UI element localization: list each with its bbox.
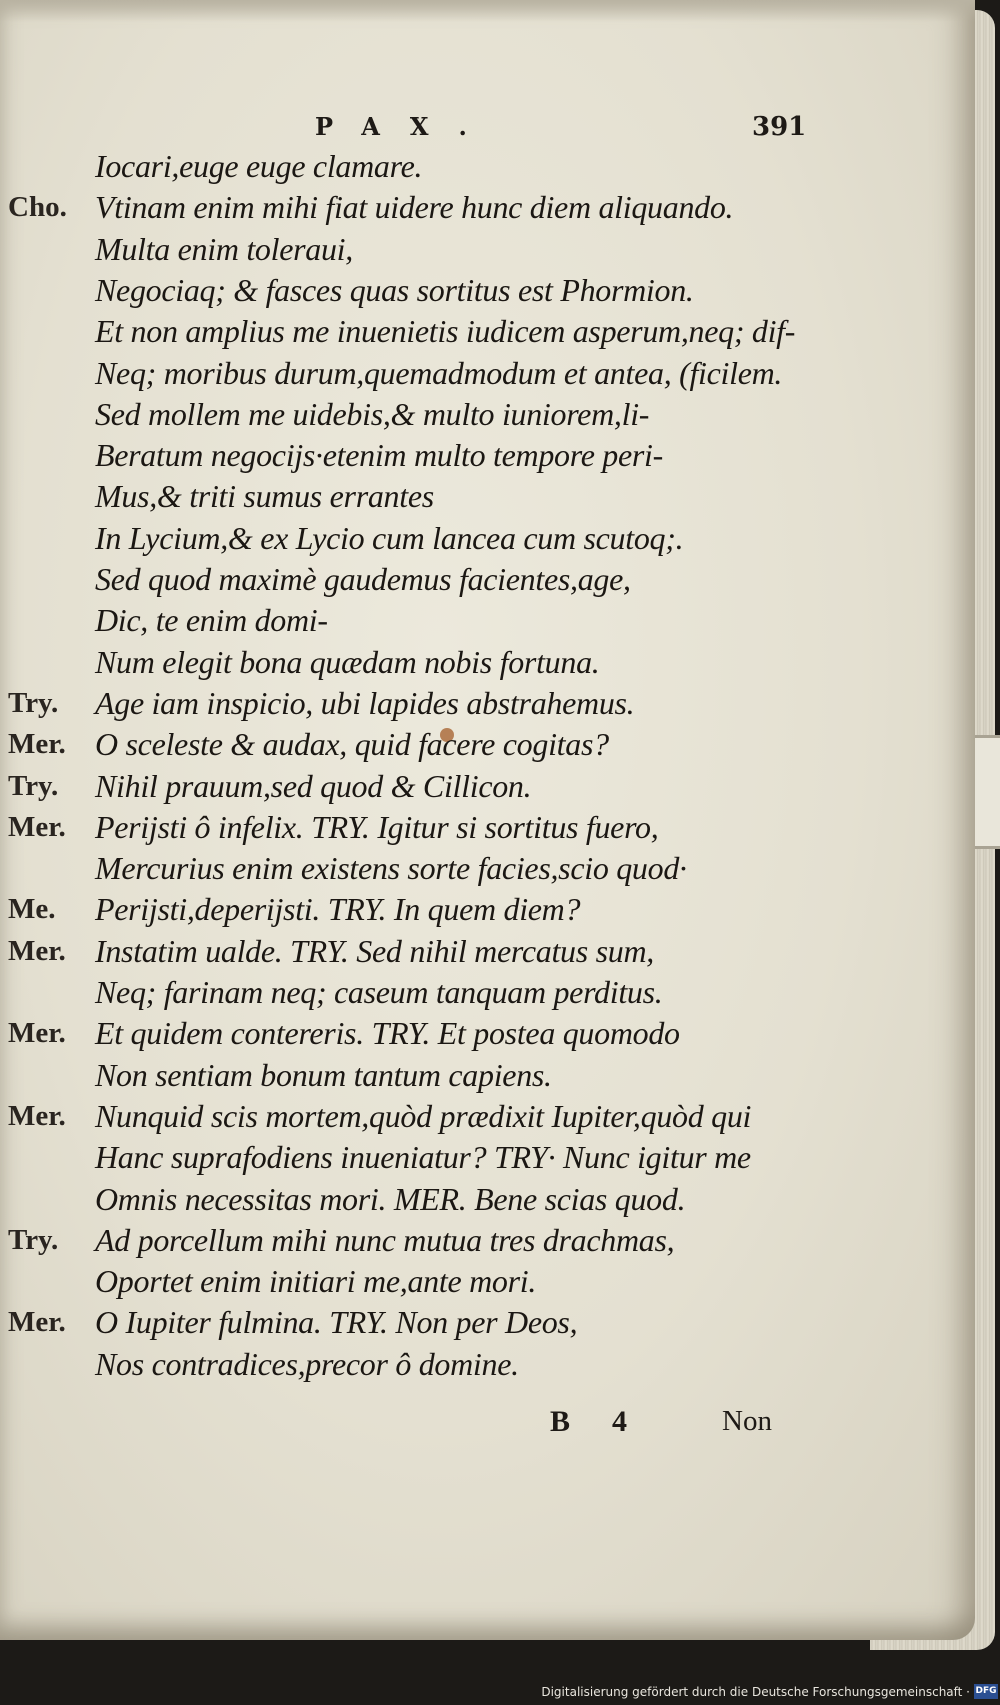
speaker-label: Cho. bbox=[8, 191, 67, 223]
verse-line: Neq; moribus durum,quemadmodum et antea, (ficilem. bbox=[95, 355, 783, 391]
verse-line: Dic, te enim domi- bbox=[95, 602, 328, 638]
verse-line: Negociaq; & fasces quas sortitus est Phormion. bbox=[95, 272, 694, 308]
verse-line: Mercurius enim existens sorte facies,scio quod· bbox=[95, 850, 687, 886]
dfg-logo: DFG bbox=[974, 1684, 998, 1699]
verse-line: O Iupiter fulmina. TRY. Non per Deos, bbox=[95, 1304, 578, 1340]
verse-line: Mus,& triti sumus errantes bbox=[95, 478, 434, 514]
verse-line: Num elegit bona quædam nobis fortuna. bbox=[95, 644, 600, 680]
verse-line: Et quidem contereris. TRY. Et postea quomodo bbox=[95, 1015, 680, 1051]
running-title: PAX. bbox=[315, 112, 497, 141]
verse-line: In Lycium,& ex Lycio cum lancea cum scutoq;. bbox=[95, 520, 684, 556]
speaker-label: Mer. bbox=[8, 728, 66, 760]
verse-line: Nunquid scis mortem,quòd prædixit Iupiter,quòd qui bbox=[95, 1098, 752, 1134]
speaker-label: Mer. bbox=[8, 811, 66, 843]
page-number: 391 bbox=[752, 112, 807, 142]
speaker-label: Me. bbox=[8, 893, 56, 925]
verse-line: Sed mollem me uidebis,& multo iuniorem,li- bbox=[95, 396, 650, 432]
verse-line: Hanc suprafodiens inueniatur? TRY· Nunc igitur me bbox=[95, 1139, 751, 1175]
speaker-label: Mer. bbox=[8, 1306, 66, 1338]
verse-line: Vtinam enim mihi fiat uidere hunc diem aliquando. bbox=[95, 189, 734, 225]
speaker-label: Try. bbox=[8, 1224, 59, 1256]
verse-line: Nos contradices,precor ô domine. bbox=[95, 1346, 519, 1382]
verse-line: Ad porcellum mihi nunc mutua tres drachmas, bbox=[95, 1222, 675, 1258]
catchword: Non bbox=[722, 1405, 772, 1437]
page-footer bbox=[0, 1405, 975, 1445]
verse-line: Oportet enim initiari me,ante mori. bbox=[95, 1263, 537, 1299]
speaker-label: Try. bbox=[8, 687, 59, 719]
verse-line: Perijsti ô infelix. TRY. Igitur si sortitus fuero, bbox=[95, 809, 659, 845]
signature-number: 4 bbox=[612, 1405, 627, 1438]
verse-line: Omnis necessitas mori. MER. Bene scias quod. bbox=[95, 1181, 686, 1217]
speaker-label: Try. bbox=[8, 770, 59, 802]
verse-line: Iocari,euge euge clamare. bbox=[95, 148, 423, 184]
speaker-label: Mer. bbox=[8, 1017, 66, 1049]
verse-line: Perijsti,deperijsti. TRY. In quem diem? bbox=[95, 891, 581, 927]
verse-line: Nihil prauum,sed quod & Cillicon. bbox=[95, 768, 532, 804]
verse-line: Instatim ualde. TRY. Sed nihil mercatus sum, bbox=[95, 933, 654, 969]
verse-line: Neq; farinam neq; caseum tanquam perditus. bbox=[95, 974, 663, 1010]
page-top-shadow bbox=[0, 0, 975, 22]
speaker-label: Mer. bbox=[8, 1100, 66, 1132]
speaker-label: Mer. bbox=[8, 935, 66, 967]
verse-line: Multa enim toleraui, bbox=[95, 231, 353, 267]
verse-line: O scelestе & audax, quid facere cogitas? bbox=[95, 726, 609, 762]
verse-line: Beratum negocijs·etenim multo tempore peri- bbox=[95, 437, 664, 473]
signature-mark: B bbox=[550, 1405, 571, 1438]
digitization-credit: Digitalisierung gefördert durch die Deutsche Forschungsgemeinschaft · bbox=[541, 1685, 970, 1699]
page-header bbox=[0, 112, 975, 152]
verse-line: Age iam inspicio, ubi lapides abstrahemus. bbox=[95, 685, 635, 721]
verse-line: Sed quod maximè gaudemus facientes,age, bbox=[95, 561, 631, 597]
verse-line: Et non amplius me inuenietis iudicem asperum,neq; dif- bbox=[95, 313, 796, 349]
verse-line: Non sentiam bonum tantum capiens. bbox=[95, 1057, 552, 1093]
